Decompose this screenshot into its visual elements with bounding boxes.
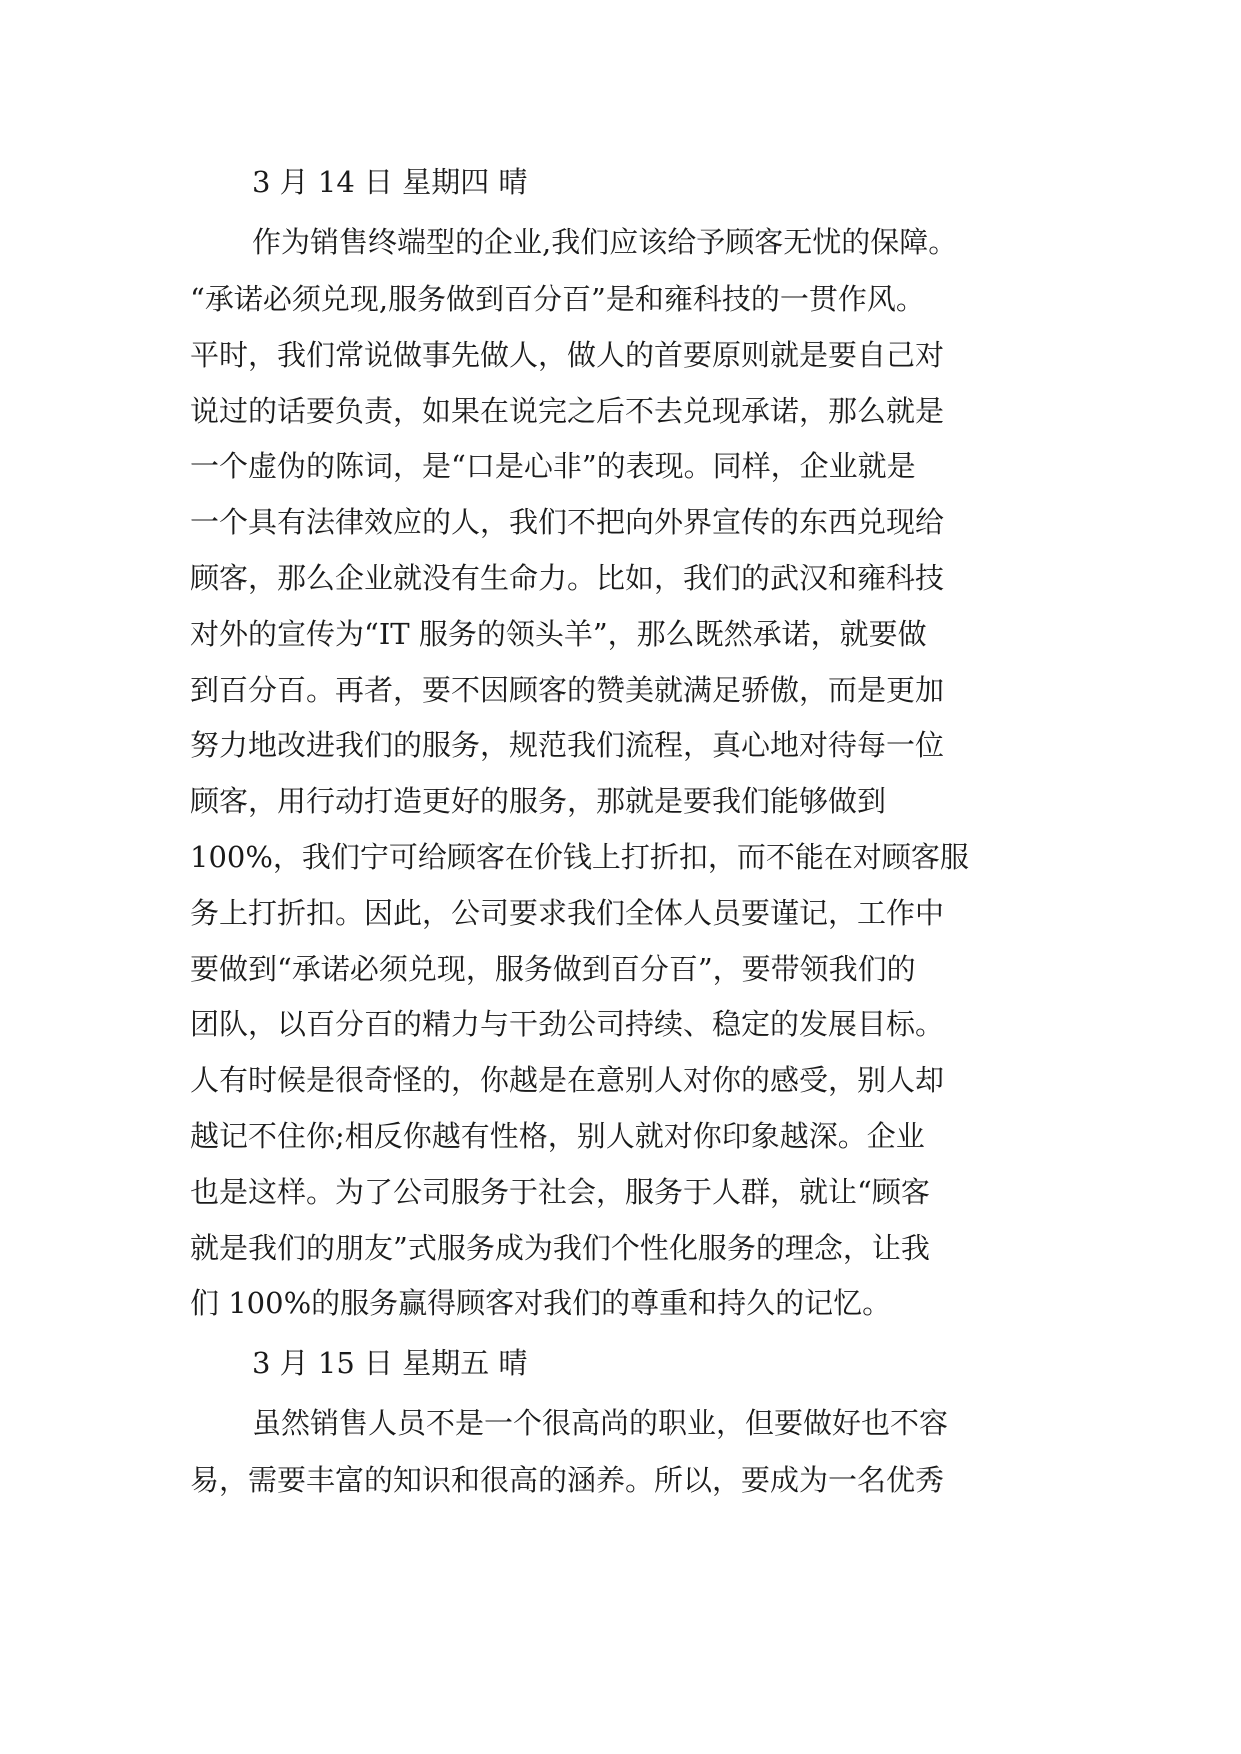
paragraph-line: 要做到“承诺必须兑现，服务做到百分百”，要带领我们的	[190, 952, 916, 986]
paragraph-line: 们 100%的服务赢得顾客对我们的尊重和持久的记忆。	[190, 1286, 892, 1320]
entry-date-heading: 3 月 15 日 星期五 晴	[252, 1346, 528, 1380]
paragraph-line: 顾客，用行动打造更好的服务，那就是要我们能够做到	[190, 784, 887, 818]
entry-date-heading: 3 月 14 日 星期四 晴	[252, 165, 528, 199]
paragraph-line: 平时，我们常说做事先做人，做人的首要原则就是要自己对	[190, 338, 945, 372]
paragraph-line: 一个虚伪的陈词，是“口是心非”的表现。同样，企业就是	[190, 449, 916, 483]
paragraph-line: 务上打折扣。因此，公司要求我们全体人员要谨记，工作中	[190, 896, 945, 930]
paragraph-line: 就是我们的朋友”式服务成为我们个性化服务的理念，让我	[190, 1231, 930, 1265]
paragraph-line: 到百分百。再者，要不因顾客的赞美就满足骄傲，而是更加	[190, 673, 945, 707]
paragraph-line: 易，需要丰富的知识和很高的涵养。所以，要成为一名优秀	[190, 1463, 945, 1497]
paragraph-line: 对外的宣传为“IT 服务的领头羊”，那么既然承诺，就要做	[190, 617, 927, 651]
paragraph-line: 越记不住你;相反你越有性格，别人就对你印象越深。企业	[190, 1119, 925, 1153]
paragraph-line: 虽然销售人员不是一个很高尚的职业，但要做好也不容	[252, 1406, 949, 1440]
paragraph-line: 努力地改进我们的服务，规范我们流程，真心地对待每一位	[190, 728, 945, 762]
paragraph-line: 人有时候是很奇怪的，你越是在意别人对你的感受，别人却	[190, 1063, 945, 1097]
paragraph-line: 100%，我们宁可给顾客在价钱上打折扣，而不能在对顾客服	[190, 840, 969, 874]
paragraph-line: 说过的话要负责，如果在说完之后不去兑现承诺，那么就是	[190, 394, 945, 428]
paragraph-line: 一个具有法律效应的人，我们不把向外界宣传的东西兑现给	[190, 505, 945, 539]
paragraph-line: 也是这样。为了公司服务于社会，服务于人群，就让“顾客	[190, 1175, 930, 1209]
paragraph-line: 团队，以百分百的精力与干劲公司持续、稳定的发展目标。	[190, 1007, 945, 1041]
paragraph-line: “承诺必须兑现,服务做到百分百”是和雍科技的一贯作风。	[190, 282, 925, 316]
paragraph-line: 作为销售终端型的企业,我们应该给予顾客无忧的保障。	[252, 225, 958, 259]
paragraph-line: 顾客，那么企业就没有生命力。比如，我们的武汉和雍科技	[190, 561, 945, 595]
